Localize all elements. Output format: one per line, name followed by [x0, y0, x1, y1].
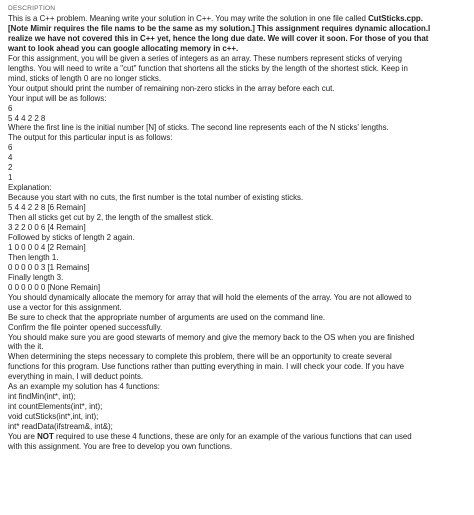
text-line [8, 392, 468, 402]
text-line [8, 24, 468, 34]
text-line [8, 44, 468, 54]
text-line [8, 412, 468, 422]
text-segment: with the it. [8, 342, 44, 352]
text-line [8, 94, 468, 104]
text-segment: Your input will be as follows: [8, 93, 107, 103]
text-segment: You should dynamically allocate the memory for array that will hold the elements of the array. You are not allowed to [8, 292, 412, 302]
text-line [8, 173, 468, 183]
text-line [8, 213, 468, 223]
text-segment: 3 2 2 0 0 6 [4 Remain] [8, 223, 86, 233]
text-line [8, 34, 468, 44]
text-line [8, 323, 468, 333]
text-line [8, 352, 468, 362]
text-line [8, 203, 468, 213]
text-segment: As an example my solution has 4 functions: [8, 382, 160, 392]
text-segment: functions for this program. Use functions rather than putting everything in main. I will check your code. If you have [8, 362, 405, 372]
text-line [8, 432, 468, 442]
text-segment: You are [8, 432, 38, 442]
text-segment: Confirm the file pointer opened successfully. [8, 322, 163, 332]
bold-text: CutSticks.cpp. [368, 14, 423, 23]
text-segment: 1 0 0 0 0 4 [2 Remain] [8, 242, 86, 252]
text-segment: Where the first line is the initial number [N] of sticks. The second line represents each of the N sticks' lengths. [8, 123, 389, 133]
text-segment: 2 [8, 163, 13, 173]
bold-text: realize we have not covered this in C++ yet, hence the long due date. We will cover it soon. For those of you that [8, 33, 429, 43]
text-segment: required to use these 4 functions, these are only for an example of the various functions that can used [53, 432, 412, 442]
text-line [8, 193, 468, 203]
text-segment: 1 [8, 173, 13, 183]
text-line [8, 133, 468, 143]
text-segment: 5 4 4 2 2 8 [6 Remain] [8, 203, 86, 213]
text-line [8, 223, 468, 233]
text-line [8, 263, 468, 273]
text-line [8, 362, 468, 372]
text-line [8, 84, 468, 94]
text-line [8, 422, 468, 432]
text-segment: mind, sticks of length 0 are no longer sticks. [8, 73, 162, 83]
text-segment: 0 0 0 0 0 3 [1 Remains] [8, 262, 90, 272]
text-line [8, 283, 468, 293]
text-line [8, 163, 468, 173]
text-line [8, 342, 468, 352]
description-body [8, 14, 468, 452]
text-line [8, 233, 468, 243]
text-line [8, 293, 468, 303]
text-segment: 6 [8, 103, 13, 113]
text-segment: 6 [8, 143, 13, 153]
text-line [8, 14, 468, 24]
text-segment: everything in main, I will deduct points. [8, 372, 144, 382]
text-line [8, 382, 468, 392]
text-line [8, 143, 468, 153]
section-label: DESCRIPTION [8, 5, 56, 12]
text-line [8, 243, 468, 253]
text-line [8, 253, 468, 263]
text-segment: You should make sure you are good stewarts of memory and give the memory back to the OS when you are finished [8, 332, 415, 342]
text-line [8, 74, 468, 84]
bold-text: want to look ahead you can google allocating memory in c++. [8, 43, 239, 53]
text-segment: int* readData(ifstream&, int&); [8, 422, 113, 432]
text-line [8, 54, 468, 64]
text-segment: 5 4 4 2 2 8 [8, 113, 46, 123]
text-segment: Because you start with no cuts, the first number is the total number of existing sticks. [8, 193, 304, 203]
text-line [8, 313, 468, 323]
text-segment: Explanation: [8, 183, 52, 193]
text-segment: 0 0 0 0 0 0 [None Remain] [8, 282, 101, 292]
text-line [8, 402, 468, 412]
text-segment: int countElements(int*, int); [8, 402, 103, 412]
text-line [8, 303, 468, 313]
text-segment: Be sure to check that the appropriate number of arguments are used on the command line. [8, 312, 326, 322]
bold-text: NOT [37, 432, 54, 442]
text-segment: Followed by sticks of length 2 again. [8, 232, 135, 242]
text-segment: with this assignment. You are free to develop you own functions. [8, 441, 233, 451]
text-line [8, 333, 468, 343]
text-segment: When determining the steps necessary to complete this problem, there will be an opportunity to create several [8, 352, 392, 362]
text-segment: Then all sticks get cut by 2, the length of the smallest stick. [8, 213, 214, 223]
text-line [8, 153, 468, 163]
text-segment: For this assignment, you will be given a series of integers as an array. These numbers represent sticks of verying [8, 53, 402, 63]
text-line [8, 104, 468, 114]
text-line [8, 372, 468, 382]
text-line [8, 183, 468, 193]
text-segment: The output for this particular input is as follows: [8, 133, 173, 143]
text-line [8, 123, 468, 133]
text-line [8, 442, 468, 452]
text-line [8, 64, 468, 74]
bold-text: [Note Mimir requires the file nams to be the same as my solution.] This assignment requires dynamic allocation.I [8, 23, 431, 33]
text-segment: Your output should print the number of remaining non-zero sticks in the array before each cut. [8, 83, 335, 93]
text-segment: lengths. You will need to write a "cut" function that shortens all the sticks by the length of the shortest stick. Keep in [8, 63, 408, 73]
text-segment: Then length 1. [8, 252, 59, 262]
text-segment: This is a C++ problem. Meaning write your solution in C++. You may write the solution in one file called [8, 14, 369, 23]
text-segment: void cutSticks(int*,int, int); [8, 412, 99, 422]
text-segment: Finally length 3. [8, 272, 64, 282]
text-segment: use a vector for this assignment. [8, 302, 122, 312]
text-line [8, 114, 468, 124]
text-line [8, 273, 468, 283]
text-segment: int findMin(int*, int); [8, 392, 76, 402]
text-segment: 4 [8, 153, 13, 163]
